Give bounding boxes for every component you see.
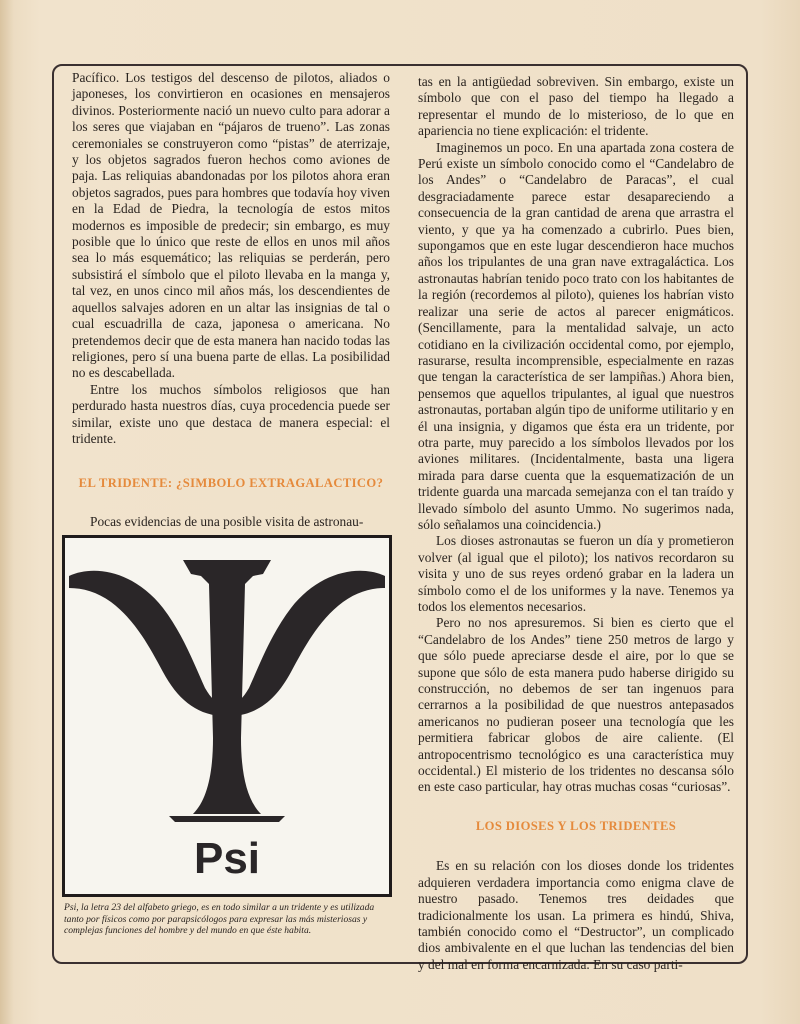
section-heading-tridente: EL TRIDENTE: ¿SIMBOLO EXTRAGALACTICO? (78, 476, 384, 491)
psi-label: Psi (193, 834, 261, 883)
left-paragraph-1: Pacífico. Los testigos del descenso de pilotos, aliados o japoneses, los convirtieron en ocasiones en mensajeros divinos. Posteriormente nació un nuevo culto para adorar a los seres que viajaban en “pájaros de trueno”. Las zonas ceremoniales se construyeron como “pistas” de aterrizaje, y los objetos sagrados fueron hechos como aviones de paja. Las reliquias abandonadas por los pilotos ahora eran objetos sagrados, pues para hombres que todavía hoy viven en la Edad de Piedra, la tecnología de estos mitos modernos es imposible de predecir; sin embargo, es muy posible que lo único que reste de ellos en unos mil años sea lo más esquemático; las reliquias se perderán, pero subsistirá el símbolo que el piloto llevaba en la manga y, tal vez, en unos cinco mil años más, los descendientes de aquellos salvajes adoren en un altar las insignias de tal o cual escuadrilla de caza, japonesa o americana. No pretendemos decir que de esta manera han nacido todas las religiones, pero sí una buena parte de ellas. La posibilidad no es descabellada. (72, 70, 390, 381)
section-heading-dioses: LOS DIOSES Y LOS TRIDENTES (475, 818, 677, 833)
left-column (72, 70, 390, 530)
right-paragraph-5: Es en su relación con los dioses donde los tridentes adquieren verdadera importancia como enigma clave de nuestro pasado. Tenemos tres deidades que tradicionalmente los usan. La primera es hindú, Shiva, también conocido como el “Destructor”, un complicado dios ambivalente en el que luchan las tendencias del bien y del mal en forma encarnizada. En su caso parti- (418, 858, 734, 972)
psi-figure (62, 535, 392, 897)
right-column (418, 74, 734, 973)
right-paragraph-3: Los dioses astronautas se fueron un día y prometieron volver (al igual que el piloto); los nativos recordaron su visita y uno de sus reyes ordenó grabar en la ladera un símbolo como el de los uniformes y la nave. Tenemos ya todos los elementos necesarios. (418, 533, 734, 614)
figure-caption: Psi, la letra 23 del alfabeto griego, es en todo similar a un tridente y es utilizada tanto por físicos como por parapsicólogos para expresar las más misteriosas y complejas funciones del hombre y del mundo en que éste habita. (64, 902, 375, 937)
left-paragraph-2: Entre los muchos símbolos religiosos que han perdurado hasta nuestros días, cuya procedencia puede ser similar, existe uno que destaca de manera especial: el tridente. (72, 381, 390, 446)
right-paragraph-4: Pero no nos apresuremos. Si bien es cierto que el “Candelabro de los Andes” tiene 250 metros de largo y que sólo puede apreciarse desde el aire, por lo que se supone que sólo de esta manera pudo haberse dirigido su construcción, no debemos de ser tan ingenuos para cerrarnos a la posibilidad de que nuestros antepasados americanos no pudieran poseer una tecnología que les permitiera fabricar globos de aire caliente. (El antropocentrismo tecnológico es una característica muy occidental.) El misterio de los tridentes no descansa sólo en este caso particular, hay otras muchas cosas “curiosas”. (418, 615, 734, 795)
right-paragraph-2: Imaginemos un poco. En una apartada zona costera de Perú existe un símbolo conocido como el “Candelabro de los Andes” o “Candelabro de Paracas”, el cual desgraciadamente parece estar desapareciendo a consecuencia de la gran cantidad de arena que arrastra el viento, y que ya ha comenzado a cubrirlo. Pues bien, supongamos que en este lugar descendieron hace muchos años los tripulantes de una gran nave extragaláctica. Los astronautas habrían tenido poco trato con los habitantes de la región (recordemos al piloto), quienes los habrían visto realizar una serie de actos al parecer enigmáticos. (Sencillamente, para la mentalidad salvaje, un acto cotidiano en la civilización occidental como, por ejemplo, rasurarse, resulta incomprensible, especialmente en razas que tengan la característica de ser lampiñas.) Ahora bien, pensemos que aquellos tripulantes, al igual que nuestros astronautas, portaban algún tipo de uniforme utilitario y en él una insignia, y digamos que ésta era un tridente, por otra parte, muy parecido a los símbolos llevados por los aviones militares. (Incidentalmente, basta una ligera mirada para darse cuenta que la esquematización de un tridente guarda una marcada semejanza con el tan traído y llevado símbolo del asunto Ummo. No sugerimos nada, sólo señalamos una coincidencia.) (418, 139, 734, 532)
right-paragraph-1: tas en la antigüedad sobreviven. Sin embargo, existe un símbolo que con el paso del tiempo ha llegado a representar el mundo de lo misterioso, de lo que en apariencia no tiene explicación: el tridente. (418, 74, 734, 139)
left-paragraph-3: Pocas evidencias de una posible visita de astronau- (90, 513, 364, 529)
